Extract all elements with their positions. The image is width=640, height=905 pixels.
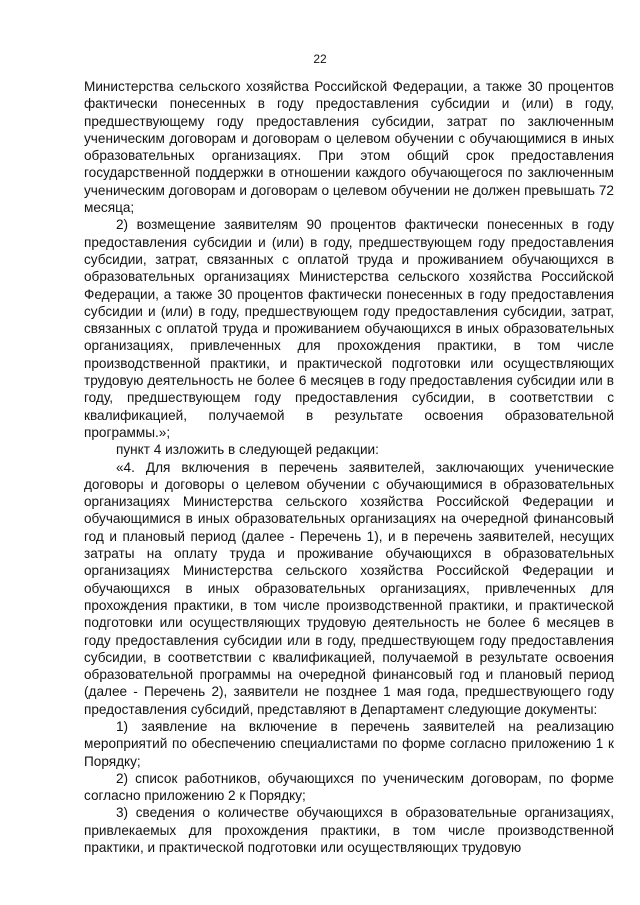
paragraph: 2) возмещение заявителям 90 процентов фактически понесенных в году предоставления субсидии и (или) в году, предшествующем году предоставления субсидии, затрат, связанных с оплатой труда и проживанием обучающихся в образовательных организациях Министерства сельского хозяйства Российской Федерации, а также 30 процентов фактически понесенных в году предоставления субсидии и (или) в году, предшествующем году предоставления субсидии, затрат, связанных с оплатой труда и проживанием обучающихся в иных образовательных организациях, привлеченных для прохождения практики, в том числе производственной практики, и практической подготовки или осуществляющих трудовую деятельность не более 6 месяцев в году предоставления субсидии или в году, предшествующем году предоставления субсидии, в соответствии с квалификацией, получаемой в результате освоения образовательной программы.»; <box>84 217 614 440</box>
paragraph: пункт 4 изложить в следующей редакции: <box>116 442 379 458</box>
paragraph: «4. Для включения в перечень заявителей, заключающих ученические договоры и договоры о целевом обучении с обучающимися в образовательных организациях Министерства сельского хозяйства Российской Федерации и обучающимися в иных образовательных организациях на очередной финансовый год и плановый период (далее - Перечень 1), и в перечень заявителей, несущих затраты на оплату труда и проживание обучающихся в образовательных организациях Министерства сельского хозяйства Российской Федерации и обучающихся в иных образовательных организациях, привлеченных для прохождения практики, в том числе производственной практики, и практической подготовки или осуществляющих трудовую деятельность не более 6 месяцев в году предоставления субсидии или в году, предшествующем году предоставления субсидии, в соответствии с квалификацией, получаемой в результате освоения образовательной программы на очередной финансовый год и плановый период (далее - Перечень 2), заявители не позднее 1 мая года, предшествующего году предоставления субсидий, представляют в Департамент следующие документы: <box>84 459 614 717</box>
paragraph: Министерства сельского хозяйства Российской Федерации, а также 30 процентов фактически понесенных в году предоставления субсидии и (или) в году, предшествующему году предоставления субсидии, затрат по заключенным ученическим договорам и договорам о целевом обучении с обучающимися в иных образовательных организациях. При этом общий срок предоставления государственной поддержки в отношении каждого обучающегося по заключенным ученическим договорам и договорам о целевом обучении не должен превышать 72 месяца; <box>84 79 614 216</box>
paragraph: 3) сведения о количестве обучающихся в образовательные организациях, привлекаемых для прохождения практики, в том числе производственной практики, и практической подготовки или осуществляющих трудовую <box>84 805 614 856</box>
paragraph: 2) список работников, обучающихся по ученическим договорам, по форме согласно приложению 2 к Порядку; <box>84 770 614 804</box>
document-body <box>84 78 614 856</box>
paragraph: 1) заявление на включение в перечень заявителей на реализацию мероприятий по обеспечению специалистами по форме согласно приложению 1 к Порядку; <box>84 718 614 769</box>
page-number: 22 <box>313 52 327 66</box>
